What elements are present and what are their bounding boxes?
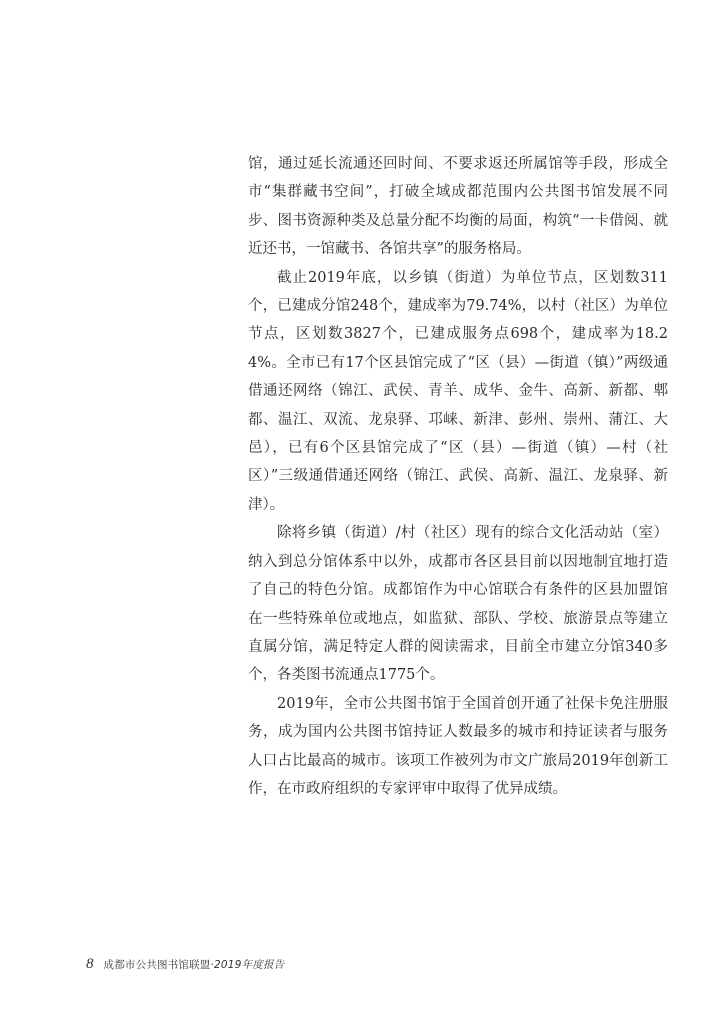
paragraph-continuation: 馆，通过延长流通还回时间、不要求返还所属馆等手段，形成全市“集群藏书空间”，打破全域成都范围内公共图书馆发展不同步、图书资源种类及总量分配不均衡的局面，构筑“一卡借阅、就近还书，一馆藏书、各馆共享”的服务格局。 (248, 156, 668, 258)
paragraph-social-security-card: 2019年，全市公共图书馆于全国首创开通了社保卡免注册服务，成为国内公共图书馆持证人数最多的城市和持证读者与服务人口占比最高的城市。该项工作被列为市文广旅局2019年创新工作，在市政府组织的专家评审中取得了优异成绩。 (248, 695, 668, 797)
publication-name: 成都市公共图书馆联盟 (103, 959, 211, 971)
title-separator: · (210, 959, 215, 971)
page-footer (86, 956, 284, 973)
body-text (248, 150, 668, 803)
paragraph-statistics: 截止2019年底，以乡镇（街道）为单位节点，区划数311个，已建成分馆248个，建成率为79.74%，以村（社区）为单位节点，区划数3827个，已建成服务点698个，建成率为18.24%。全市已有17个区县馆完成了“区（县）—街道（镇）”两级通借通还网络（锦江、武侯、青羊、成华、金牛、高新、新都、郫都、温江、双流、龙泉驿、邛崃、新津、彭州、崇州、蒲江、大邑），已有6个区县馆完成了“区（县）—街道（镇）—村（社区）”三级通借通还网络（锦江、武侯、高新、温江、龙泉驿、新津）。 (248, 269, 668, 513)
running-title (104, 957, 285, 972)
page-number: 8 (86, 956, 94, 972)
paragraph-branch-libraries: 除将乡镇（街道）/村（社区）现有的综合文化活动站（室）纳入到总分馆体系中以外，成都市各区县目前以因地制宜地打造了自己的特色分馆。成都馆作为中心馆联合有条件的区县加盟馆在一些特殊单位或地点，如监狱、部队、学校、旅游景点等建立直属分馆，满足特定人群的阅读需求，目前全市建立分馆340多个，各类图书流通点1775个。 (248, 525, 668, 684)
report-name: 2019年度报告 (214, 959, 285, 971)
